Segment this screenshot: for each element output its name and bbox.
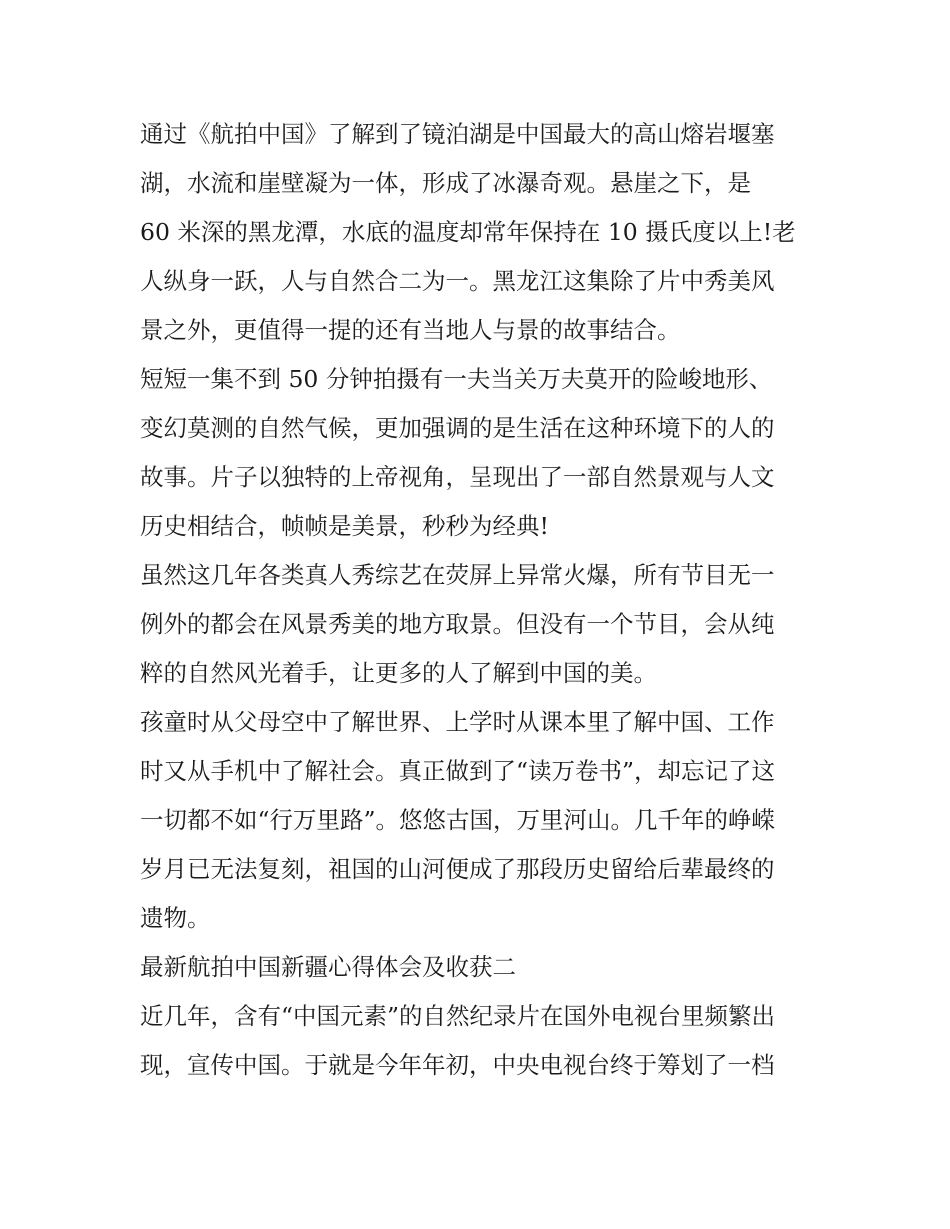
text-line: 变幻莫测的自然气候，更加强调的是生活在这种环境下的人的	[140, 414, 775, 442]
section-heading: 最新航拍中国新疆心得体会及收获二	[140, 953, 516, 981]
text-line: 景之外，更值得一提的还有当地人与景的故事结合。	[140, 316, 681, 344]
document-body	[140, 110, 812, 1090]
text-line: 时又从手机中了解社会。真正做到了“读万卷书”，却忘记了这	[140, 757, 776, 785]
text-line: 故事。片子以独特的上帝视角，呈现出了一部自然景观与人文	[140, 463, 775, 491]
text-line: 历史相结合，帧帧是美景，秒秒为经典!	[140, 512, 549, 540]
text-line: 粹的自然风光着手，让更多的人了解到中国的美。	[140, 659, 657, 687]
text-line: 短短一集不到 50 分钟拍摄有一夫当关万夫莫开的险峻地形、	[140, 365, 773, 393]
text-line: 例外的都会在风景秀美的地方取景。但没有一个节目，会从纯	[140, 610, 775, 638]
text-line: 60 米深的黑龙潭，水底的温度却常年保持在 10 摄氏度以上!老	[140, 218, 796, 246]
text-line: 近几年，含有“中国元素”的自然纪录片在国外电视台里频繁出	[140, 1002, 776, 1030]
text-line: 湖，水流和崖壁凝为一体，形成了冰瀑奇观。悬崖之下，是	[140, 169, 751, 197]
text-line: 遗物。	[140, 904, 211, 932]
text-line: 虽然这几年各类真人秀综艺在荧屏上异常火爆，所有节目无一	[140, 561, 775, 589]
text-line: 通过《航拍中国》了解到了镜泊湖是中国最大的高山熔岩堰塞	[140, 120, 775, 148]
text-line: 现，宣传中国。于就是今年年初，中央电视台终于筹划了一档	[140, 1051, 775, 1079]
text-line: 一切都不如“行万里路”。悠悠古国，万里河山。几千年的峥嵘	[140, 806, 776, 834]
text-line: 孩童时从父母空中了解世界、上学时从课本里了解中国、工作	[140, 708, 775, 736]
text-line: 岁月已无法复刻，祖国的山河便成了那段历史留给后辈最终的	[140, 855, 775, 883]
text-line: 人纵身一跃，人与自然合二为一。黑龙江这集除了片中秀美风	[140, 267, 775, 295]
